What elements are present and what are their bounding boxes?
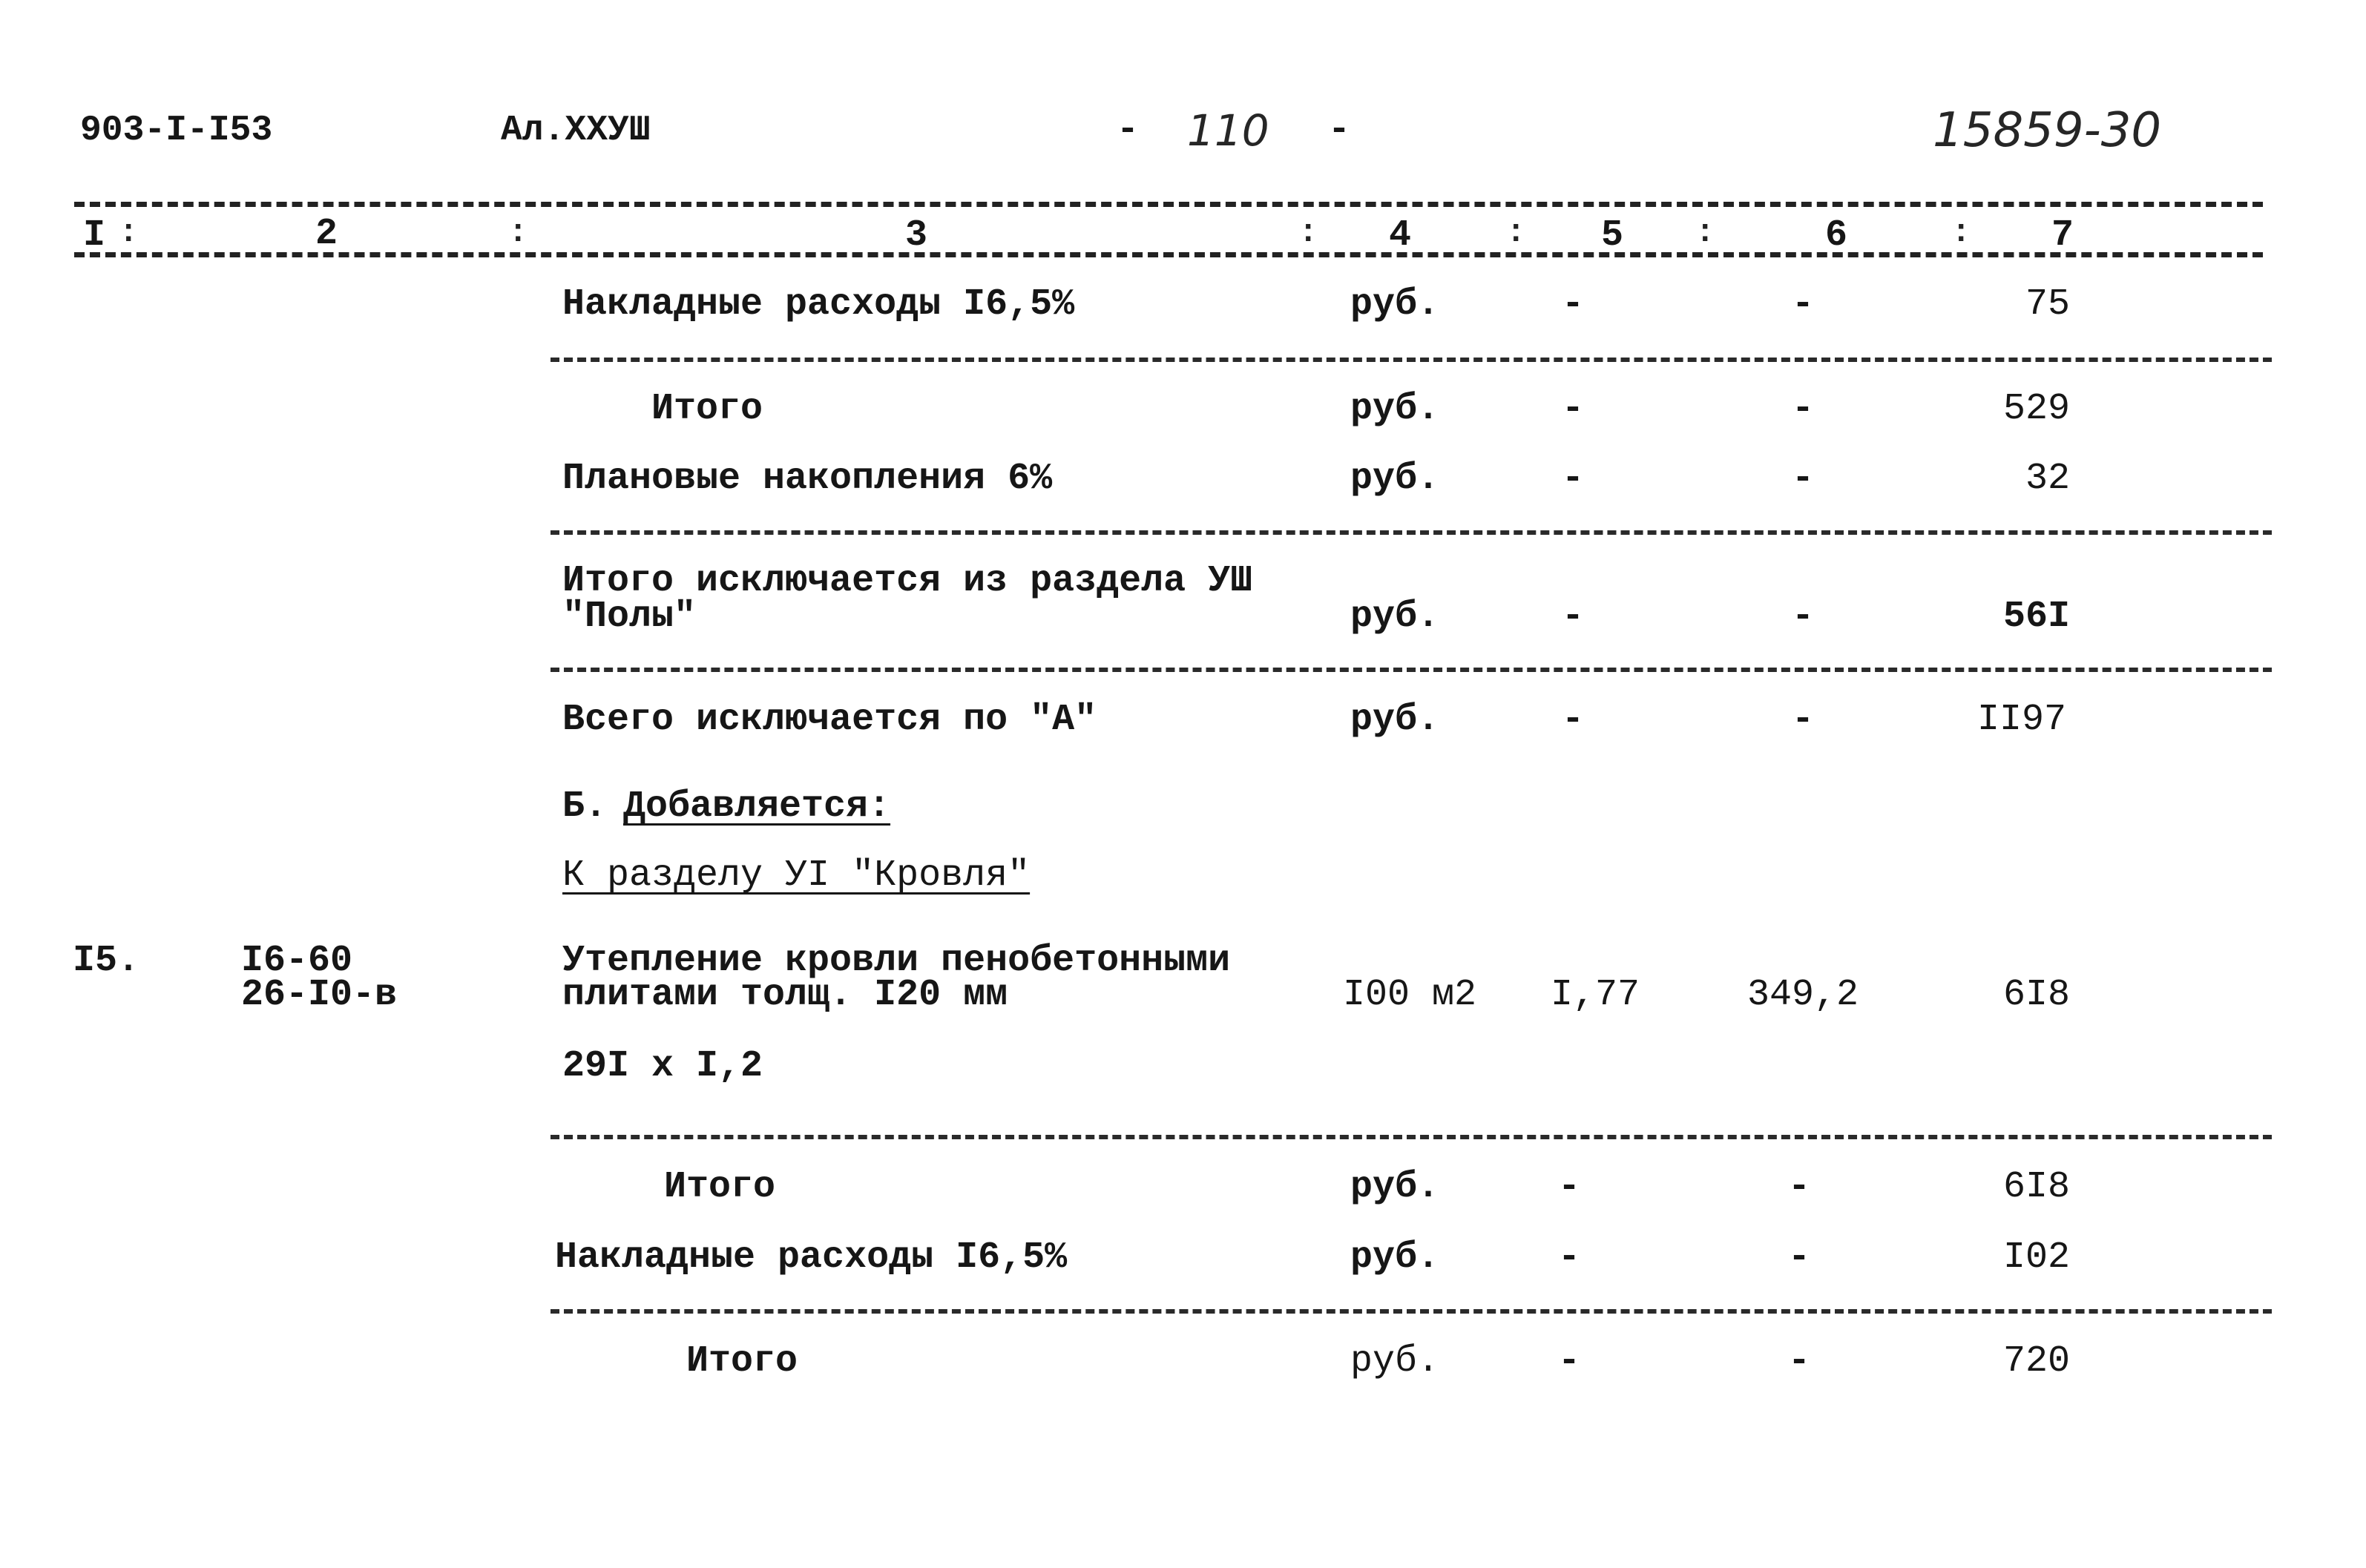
row-unit: руб. — [1350, 388, 1440, 430]
row-col7: 720 — [2003, 1340, 2071, 1383]
row-separator — [551, 1135, 2272, 1139]
item-description-line2: плитами толщ. I20 мм — [562, 974, 1008, 1016]
row-col7: 32 — [2025, 458, 2071, 500]
col-separator: : — [508, 214, 528, 251]
page-number: 110 — [1187, 105, 1269, 156]
row-separator — [551, 358, 2272, 362]
row-description: Плановые накопления 6% — [562, 458, 1053, 500]
row-description: Накладные расходы I6,5% — [555, 1236, 1068, 1279]
row-col5: - — [1558, 1166, 1581, 1208]
row-description: Накладные расходы I6,5% — [562, 283, 1075, 326]
item-code-line1: I6-60 — [241, 940, 353, 982]
row-col5: I,77 — [1551, 974, 1640, 1016]
row-col7: 6I8 — [2003, 1166, 2071, 1208]
row-unit: руб. — [1350, 1340, 1440, 1383]
row-separator — [551, 668, 2272, 672]
row-col6: - — [1788, 1340, 1811, 1383]
row-col6: 349,2 — [1747, 974, 1859, 1016]
row-col7: 75 — [2025, 283, 2071, 326]
document-code: 903-I-I53 — [80, 111, 273, 151]
row-separator — [551, 530, 2272, 535]
col-separator: : — [1951, 214, 1971, 251]
sheet-code: 15859-30 — [1933, 103, 2162, 158]
row-description: Итого — [664, 1166, 776, 1208]
row-col6: - — [1792, 458, 1815, 500]
row-unit: руб. — [1350, 458, 1440, 500]
row-description-line1: Итого исключается из раздела УШ — [562, 560, 1253, 602]
section-letter: Б. — [562, 785, 608, 828]
header-rule-top — [74, 202, 2263, 207]
row-description: Итого — [686, 1340, 798, 1383]
col-separator: : — [1506, 214, 1526, 251]
col-header-5: 5 — [1601, 214, 1624, 257]
col-header-4: 4 — [1389, 214, 1412, 257]
col-separator: : — [119, 214, 139, 251]
item-code-line2: 26-I0-в — [241, 974, 398, 1016]
row-description-line2: "Полы" — [562, 596, 697, 638]
row-description: Всего исключается по "А" — [562, 699, 1097, 741]
row-unit: руб. — [1350, 596, 1440, 638]
row-col5: - — [1562, 283, 1585, 326]
row-col5: - — [1562, 699, 1585, 741]
row-unit: руб. — [1350, 1166, 1440, 1208]
section-heading: Добавляется: — [623, 785, 891, 828]
row-col7: 6I8 — [2003, 974, 2071, 1016]
row-col6: - — [1792, 388, 1815, 430]
row-col5: - — [1562, 388, 1585, 430]
row-col6: - — [1792, 283, 1815, 326]
row-col7: I02 — [2003, 1236, 2071, 1279]
row-separator — [551, 1309, 2272, 1314]
page-dash-left: - — [1117, 109, 1140, 151]
row-col6: - — [1792, 699, 1815, 741]
row-col7: II97 — [1977, 699, 2067, 741]
header-rule-bottom — [74, 252, 2263, 257]
item-quantity-formula: 29I x I,2 — [562, 1045, 763, 1087]
row-col7: 529 — [2003, 388, 2071, 430]
row-col6: - — [1788, 1236, 1811, 1279]
row-col6: - — [1788, 1166, 1811, 1208]
row-col5: - — [1562, 596, 1585, 638]
row-col5: - — [1562, 458, 1585, 500]
col-header-3: 3 — [905, 214, 928, 257]
row-unit: руб. — [1350, 699, 1440, 741]
row-col5: - — [1558, 1236, 1581, 1279]
item-description-line1: Утепление кровли пенобетонными — [562, 940, 1231, 982]
page-dash-right: - — [1328, 109, 1351, 151]
row-col6: - — [1792, 596, 1815, 638]
row-unit: руб. — [1350, 1236, 1440, 1279]
col-header-2: 2 — [315, 213, 338, 255]
col-separator: : — [1298, 214, 1318, 251]
row-unit: I00 м2 — [1343, 974, 1477, 1016]
col-separator: : — [1695, 214, 1715, 251]
col-header-1: I — [83, 214, 106, 257]
row-col5: - — [1558, 1340, 1581, 1383]
album-number: Ал.XXУШ — [501, 111, 651, 151]
col-header-6: 6 — [1825, 214, 1848, 257]
item-number: I5. — [73, 940, 140, 982]
row-unit: руб. — [1350, 283, 1440, 326]
subsection-heading: К разделу УI "Кровля" — [562, 854, 1031, 897]
row-col7: 56I — [2003, 596, 2071, 638]
col-header-7: 7 — [2051, 214, 2074, 257]
row-description: Итого — [651, 388, 763, 430]
